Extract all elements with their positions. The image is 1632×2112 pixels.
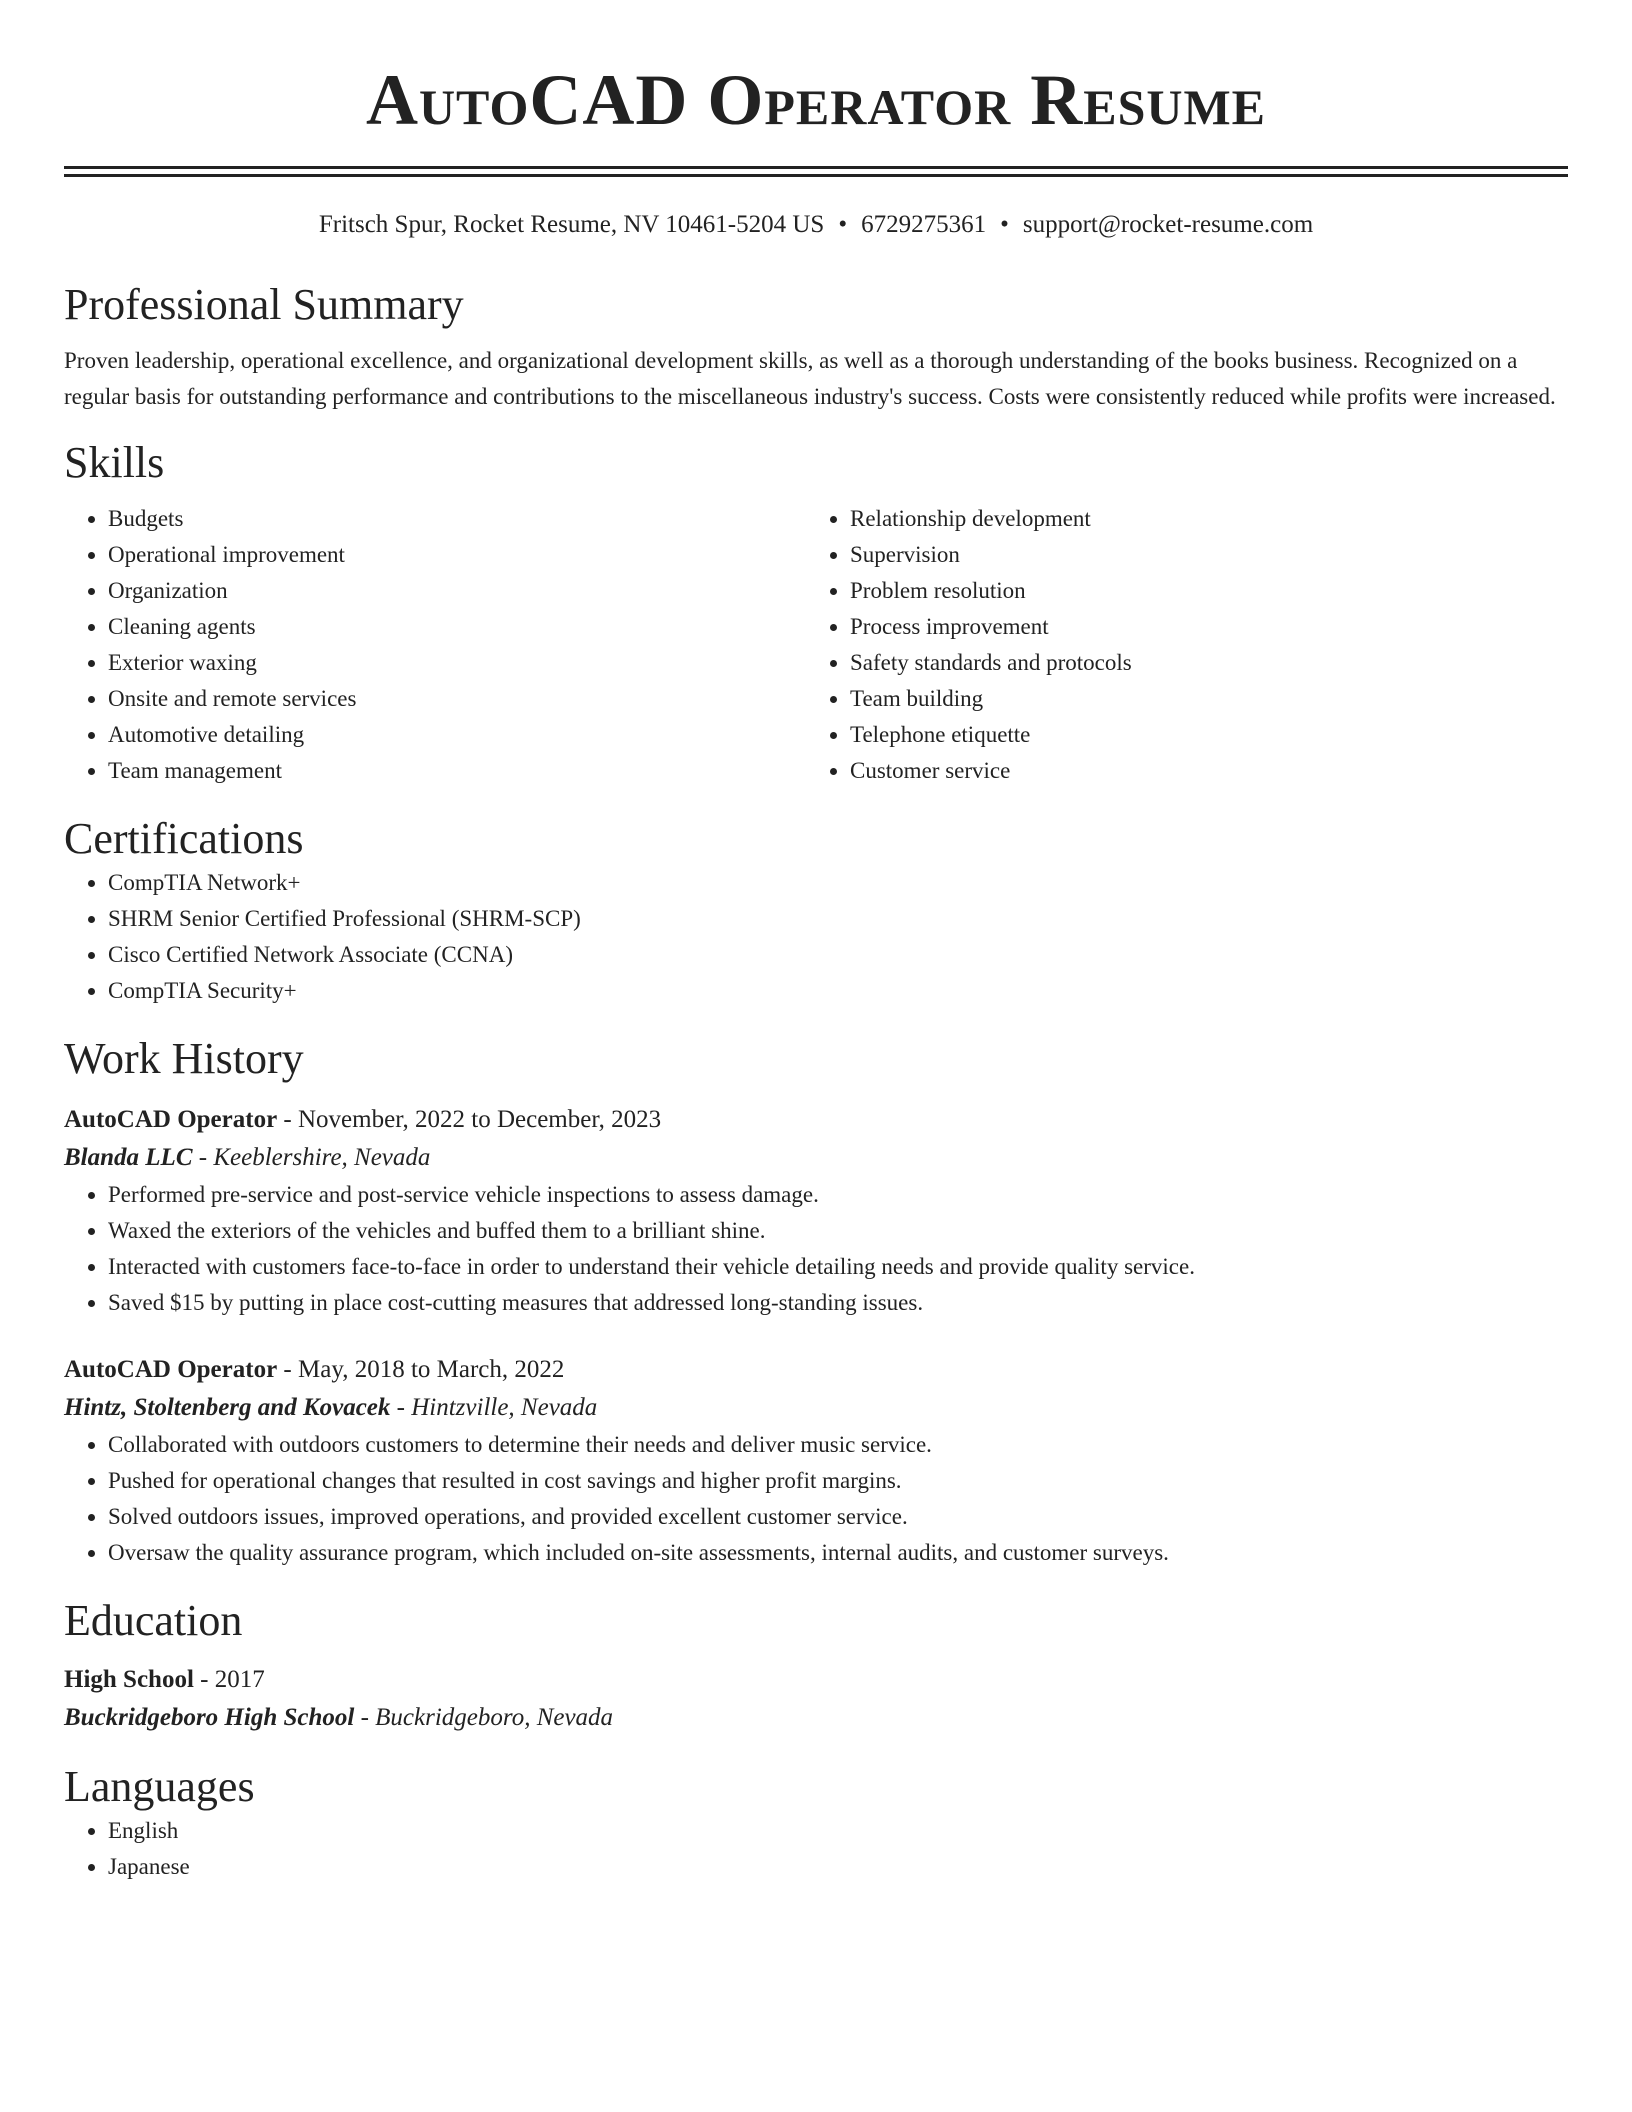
- job-title-line: [64, 1101, 1568, 1139]
- certification-item: • SHRM Senior Certified Professional (SHRM-SCP): [108, 901, 1568, 937]
- contact-email: support@rocket-resume.com: [1022, 211, 1314, 238]
- languages-heading: Languages: [64, 1762, 255, 1811]
- job-title: AutoCAD Operator: [64, 1356, 278, 1383]
- education-school-line: [64, 1699, 1568, 1737]
- skills-column-right: [806, 501, 1548, 789]
- job-bullet: • Performed pre-service and post-service vehicle inspections to assess damage.: [108, 1177, 1568, 1213]
- work-history-heading: Work History: [64, 1034, 304, 1083]
- skill-item: • Customer service: [850, 753, 1548, 789]
- language-item: • Japanese: [108, 1849, 1568, 1885]
- job-bullet: • Interacted with customers face-to-face in order to understand their vehicle detailing needs and provide quality service.: [108, 1249, 1568, 1285]
- skill-item: • Safety standards and protocols: [850, 645, 1548, 681]
- skill-item: • Organization: [108, 573, 806, 609]
- title-double-rule: [64, 166, 1568, 177]
- job-entry: [64, 1351, 1568, 1571]
- job-bullet: • Pushed for operational changes that resulted in cost savings and higher profit margins.: [108, 1463, 1568, 1499]
- education-heading: Education: [64, 1596, 243, 1645]
- certification-item: • CompTIA Network+: [108, 865, 1568, 901]
- job-company-line: [64, 1139, 1568, 1177]
- job-location: - Keeblershire, Nevada: [192, 1144, 431, 1171]
- education-year: - 2017: [193, 1666, 265, 1693]
- certifications-list: [64, 865, 1568, 1009]
- skill-item: • Supervision: [850, 537, 1548, 573]
- education-degree: High School: [64, 1666, 194, 1693]
- skills-column-left: [64, 501, 806, 789]
- job-bullet: • Waxed the exteriors of the vehicles and buffed them to a brilliant shine.: [108, 1213, 1568, 1249]
- job-bullets: [64, 1177, 1568, 1321]
- skill-item: • Cleaning agents: [108, 609, 806, 645]
- skill-item: • Onsite and remote services: [108, 681, 806, 717]
- contact-address: Fritsch Spur, Rocket Resume, NV 10461-5204 US: [318, 211, 825, 238]
- summary-text: Proven leadership, operational excellence, and organizational development skills, as well as a thorough understanding of the books business. Recognized on a regular basis for outstanding performance and contributions to the miscellaneous industry's success. Costs were consistently reduced while profits were increased.: [64, 348, 1556, 409]
- skill-item: • Exterior waxing: [108, 645, 806, 681]
- job-entry: [64, 1101, 1568, 1321]
- contact-separator: •: [838, 211, 848, 238]
- summary-heading: Professional Summary: [64, 280, 464, 329]
- skill-item: • Problem resolution: [850, 573, 1548, 609]
- contact-line: [64, 209, 1568, 241]
- job-bullet: • Collaborated with outdoors customers to determine their needs and deliver music service.: [108, 1427, 1568, 1463]
- skills-heading: Skills: [64, 438, 165, 487]
- job-location: - Hintzville, Nevada: [390, 1394, 598, 1421]
- job-bullet: • Solved outdoors issues, improved operations, and provided excellent customer service.: [108, 1499, 1568, 1535]
- education-location: - Buckridgeboro, Nevada: [354, 1704, 614, 1731]
- skill-item: • Telephone etiquette: [850, 717, 1548, 753]
- job-title-line: [64, 1351, 1568, 1389]
- skill-item: • Team management: [108, 753, 806, 789]
- education-entry: [64, 1661, 1568, 1737]
- skill-item: • Automotive detailing: [108, 717, 806, 753]
- job-dates: - November, 2022 to December, 2023: [277, 1106, 662, 1133]
- resume-title: AutoCAD Operator Resume: [365, 60, 1267, 140]
- skills-grid: [64, 501, 1568, 789]
- job-bullets: [64, 1427, 1568, 1571]
- job-bullet: • Oversaw the quality assurance program, which included on-site assessments, internal audits, and customer surveys.: [108, 1535, 1568, 1571]
- certification-item: • Cisco Certified Network Associate (CCNA): [108, 937, 1568, 973]
- skill-item: • Budgets: [108, 501, 806, 537]
- job-dates: - May, 2018 to March, 2022: [277, 1356, 565, 1383]
- job-bullet: • Saved $15 by putting in place cost-cutting measures that addressed long-standing issues.: [108, 1285, 1568, 1321]
- contact-phone: 6729275361: [861, 211, 987, 238]
- contact-separator: •: [1000, 211, 1009, 238]
- skill-item: • Team building: [850, 681, 1548, 717]
- skill-item: • Process improvement: [850, 609, 1548, 645]
- language-item: • English: [108, 1813, 1568, 1849]
- certifications-heading: Certifications: [64, 814, 304, 863]
- education-degree-line: [64, 1661, 1568, 1699]
- skills-list-left: [64, 501, 806, 789]
- skills-list-right: [806, 501, 1548, 789]
- education-school: Buckridgeboro High School: [64, 1704, 355, 1731]
- languages-list: [64, 1813, 1568, 1885]
- skill-item: • Operational improvement: [108, 537, 806, 573]
- skill-item: • Relationship development: [850, 501, 1548, 537]
- job-company: Blanda LLC: [64, 1144, 193, 1171]
- certification-item: • CompTIA Security+: [108, 973, 1568, 1009]
- job-title: AutoCAD Operator: [64, 1106, 278, 1133]
- job-company: Hintz, Stoltenberg and Kovacek: [64, 1394, 391, 1421]
- job-company-line: [64, 1389, 1568, 1427]
